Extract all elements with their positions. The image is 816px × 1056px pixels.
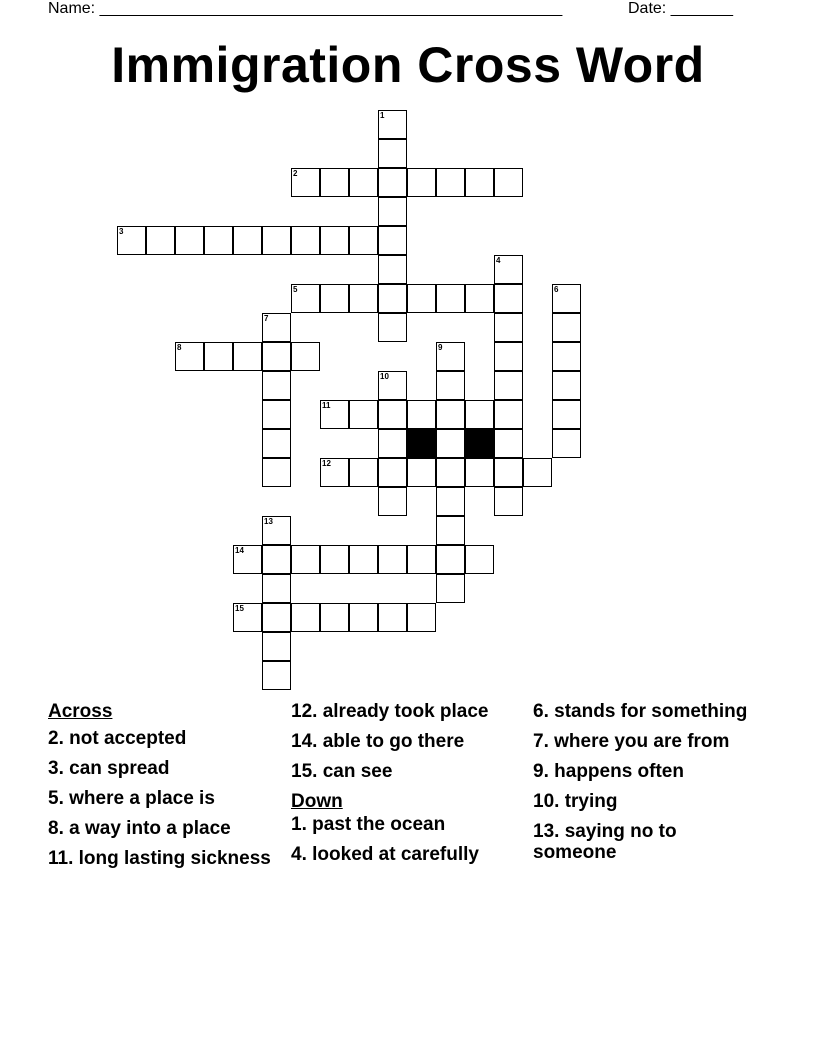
crossword-cell[interactable] xyxy=(349,458,378,487)
clue-across-5: 5. where a place is xyxy=(48,787,215,809)
crossword-cell[interactable] xyxy=(233,603,262,632)
crossword-cell[interactable] xyxy=(320,168,349,197)
crossword-cell[interactable] xyxy=(233,342,262,371)
crossword-cell[interactable] xyxy=(378,139,407,168)
crossword-cell[interactable] xyxy=(262,313,291,342)
crossword-cell[interactable] xyxy=(378,458,407,487)
clues-column-2 xyxy=(291,702,521,875)
clue-number: 6 xyxy=(554,285,559,294)
crossword-cell[interactable] xyxy=(552,342,581,371)
clue-number: 4 xyxy=(496,256,501,265)
page-title: Immigration Cross Word xyxy=(111,37,705,93)
crossword-cell[interactable] xyxy=(436,516,465,545)
crossword-cell[interactable] xyxy=(552,371,581,400)
clue-down-7: 7. where you are from xyxy=(533,731,730,752)
clue-number: 9 xyxy=(438,343,443,352)
crossword-cell[interactable] xyxy=(552,400,581,429)
crossword-cell[interactable] xyxy=(494,342,523,371)
crossword-cell[interactable] xyxy=(378,255,407,284)
crossword-cell[interactable] xyxy=(349,603,378,632)
clue-down-13: 13. saying no to someone xyxy=(533,821,677,863)
crossword-cell[interactable] xyxy=(378,110,407,139)
crossword-cell[interactable] xyxy=(349,226,378,255)
crossword-cell[interactable] xyxy=(175,342,204,371)
crossword-cell[interactable] xyxy=(349,545,378,574)
crossword-cell[interactable] xyxy=(465,458,494,487)
crossword-cell[interactable] xyxy=(378,429,407,458)
crossword-cell[interactable] xyxy=(436,168,465,197)
crossword-cell[interactable] xyxy=(291,342,320,371)
crossword-cell[interactable] xyxy=(407,168,436,197)
crossword-cell[interactable] xyxy=(494,487,523,516)
crossword-cell[interactable] xyxy=(378,197,407,226)
crossword-cell[interactable] xyxy=(436,429,465,458)
across-heading: Across xyxy=(48,701,113,722)
crossword-cell[interactable] xyxy=(262,429,291,458)
crossword-cell[interactable] xyxy=(494,255,523,284)
crossword-cell[interactable] xyxy=(523,458,552,487)
crossword-cell[interactable] xyxy=(436,342,465,371)
crossword-cell[interactable] xyxy=(378,487,407,516)
clue-number: 7 xyxy=(264,314,269,323)
clue-across-11: 11. long lasting sickness xyxy=(48,847,271,869)
crossword-cell[interactable] xyxy=(407,545,436,574)
clue-down-6: 6. stands for something xyxy=(533,701,748,722)
crossword-cell[interactable] xyxy=(349,284,378,313)
crossword-cell[interactable] xyxy=(320,603,349,632)
clue-number: 5 xyxy=(293,285,298,294)
crossword-cell[interactable] xyxy=(465,545,494,574)
crossword-cell[interactable] xyxy=(262,226,291,255)
clue-number: 15 xyxy=(235,604,244,613)
crossword-cell[interactable] xyxy=(436,545,465,574)
crossword-cell[interactable] xyxy=(378,603,407,632)
crossword-cell[interactable] xyxy=(262,371,291,400)
crossword-cell[interactable] xyxy=(407,458,436,487)
crossword-cell[interactable] xyxy=(320,400,349,429)
crossword-cell[interactable] xyxy=(320,226,349,255)
name-field-label: Name: ____________________________________________________ xyxy=(48,0,563,17)
crossword-cell[interactable] xyxy=(262,516,291,545)
clue-number: 8 xyxy=(177,343,182,352)
crossword-cell[interactable] xyxy=(175,226,204,255)
crossword-cell[interactable] xyxy=(494,168,523,197)
crossword-cell[interactable] xyxy=(552,284,581,313)
crossword-cell[interactable] xyxy=(465,400,494,429)
crossword-cell[interactable] xyxy=(117,226,146,255)
clue-number: 2 xyxy=(293,169,298,178)
crossword-cell[interactable] xyxy=(494,284,523,313)
date-field-label: Date: _______ xyxy=(628,0,733,17)
crossword-cell[interactable] xyxy=(407,603,436,632)
crossword-cell[interactable] xyxy=(378,313,407,342)
crossword-cell[interactable] xyxy=(378,168,407,197)
crossword-cell[interactable] xyxy=(436,400,465,429)
crossword-block xyxy=(465,429,494,458)
crossword-cell[interactable] xyxy=(552,313,581,342)
crossword-cell[interactable] xyxy=(262,574,291,603)
clue-number: 12 xyxy=(322,459,331,468)
crossword-cell[interactable] xyxy=(378,400,407,429)
crossword-cell[interactable] xyxy=(262,603,291,632)
clue-number: 11 xyxy=(322,401,331,410)
clues-column-1 xyxy=(48,702,278,879)
clue-number: 3 xyxy=(119,227,124,236)
crossword-cell[interactable] xyxy=(436,284,465,313)
crossword-cell[interactable] xyxy=(349,400,378,429)
crossword-cell[interactable] xyxy=(320,545,349,574)
crossword-cell[interactable] xyxy=(320,458,349,487)
crossword-cell[interactable] xyxy=(262,545,291,574)
clue-number: 14 xyxy=(235,546,244,555)
crossword-cell[interactable] xyxy=(494,313,523,342)
crossword-cell[interactable] xyxy=(436,458,465,487)
crossword-cell[interactable] xyxy=(291,226,320,255)
crossword-cell[interactable] xyxy=(494,458,523,487)
clue-down-4: 4. looked at carefully xyxy=(291,843,479,865)
crossword-cell[interactable] xyxy=(465,168,494,197)
crossword-cell[interactable] xyxy=(291,603,320,632)
crossword-cell[interactable] xyxy=(262,632,291,661)
crossword-cell[interactable] xyxy=(436,371,465,400)
crossword-cell[interactable] xyxy=(262,342,291,371)
crossword-cell[interactable] xyxy=(262,661,291,690)
crossword-cell[interactable] xyxy=(407,284,436,313)
clue-across-12: 12. already took place xyxy=(291,701,489,722)
crossword-cell[interactable] xyxy=(233,545,262,574)
crossword-cell[interactable] xyxy=(465,284,494,313)
crossword-cell[interactable] xyxy=(552,429,581,458)
clue-number: 1 xyxy=(380,111,385,120)
crossword-cell[interactable] xyxy=(494,371,523,400)
crossword-cell[interactable] xyxy=(349,168,378,197)
crossword-cell[interactable] xyxy=(262,458,291,487)
crossword-cell[interactable] xyxy=(378,226,407,255)
crossword-cell[interactable] xyxy=(146,226,175,255)
clue-across-14: 14. able to go there xyxy=(291,731,465,752)
clue-down-9: 9. happens often xyxy=(533,761,684,782)
crossword-cell[interactable] xyxy=(291,284,320,313)
clue-across-8: 8. a way into a place xyxy=(48,817,231,839)
crossword-cell[interactable] xyxy=(494,400,523,429)
crossword-cell[interactable] xyxy=(262,400,291,429)
clue-down-1: 1. past the ocean xyxy=(291,813,446,835)
clue-number: 13 xyxy=(264,517,273,526)
crossword-cell[interactable] xyxy=(320,284,349,313)
clues-column-3 xyxy=(533,702,763,873)
crossword-cell[interactable] xyxy=(204,342,233,371)
crossword-cell[interactable] xyxy=(233,226,262,255)
crossword-block xyxy=(407,429,436,458)
crossword-cell[interactable] xyxy=(204,226,233,255)
crossword-cell[interactable] xyxy=(436,574,465,603)
clue-down-10: 10. trying xyxy=(533,791,618,812)
crossword-cell[interactable] xyxy=(494,429,523,458)
crossword-cell[interactable] xyxy=(378,371,407,400)
crossword-cell[interactable] xyxy=(291,168,320,197)
crossword-cell[interactable] xyxy=(436,487,465,516)
crossword-cell[interactable] xyxy=(291,545,320,574)
clue-across-3: 3. can spread xyxy=(48,757,170,779)
clue-across-2: 2. not accepted xyxy=(48,727,187,749)
crossword-cell[interactable] xyxy=(378,284,407,313)
down-heading: Down xyxy=(291,791,343,812)
crossword-cell[interactable] xyxy=(378,545,407,574)
crossword-cell[interactable] xyxy=(407,400,436,429)
clue-across-15: 15. can see xyxy=(291,761,393,782)
clue-number: 10 xyxy=(380,372,389,381)
